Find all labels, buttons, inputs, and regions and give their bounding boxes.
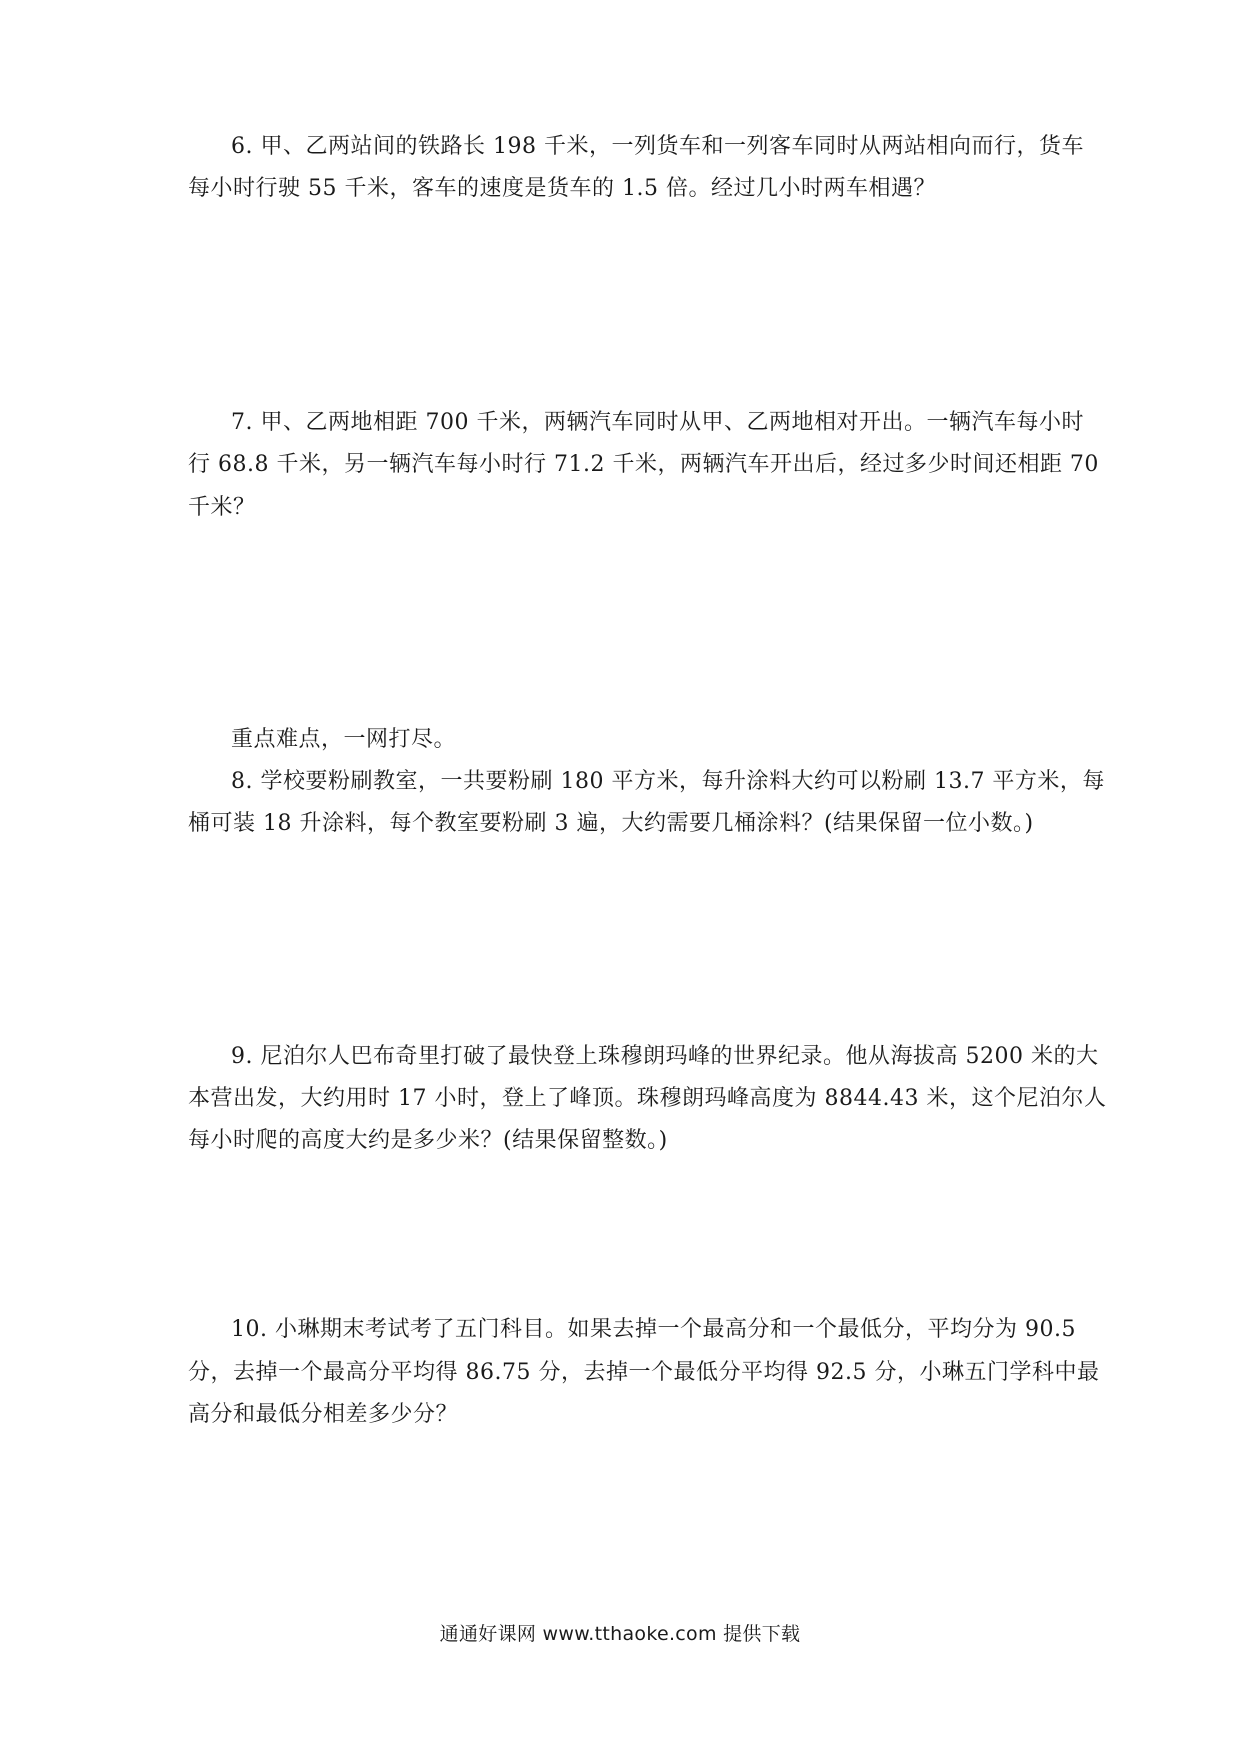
question-7-line-1: 7. 甲、乙两地相距 700 千米，两辆汽车同时从甲、乙两地相对开出。一辆汽车每小时 xyxy=(231,410,1084,435)
question-8-line-2: 桶可装 18 升涂料，每个教室要粉刷 3 遍，大约需要几桶涂料？(结果保留一位小数。) xyxy=(188,811,1034,836)
question-6-line-1: 6. 甲、乙两站间的铁路长 198 千米，一列货车和一列客车同时从两站相向而行，货车 xyxy=(231,134,1084,159)
question-8-line-1: 8. 学校要粉刷教室，一共要粉刷 180 平方米，每升涂料大约可以粉刷 13.7 平方米，每 xyxy=(231,769,1105,794)
question-10-line-2: 分，去掉一个最高分平均得 86.75 分，去掉一个最低分平均得 92.5 分，小琳五门学科中最 xyxy=(188,1360,1100,1385)
question-7-line-2: 行 68.8 千米，另一辆汽车每小时行 71.2 千米，两辆汽车开出后，经过多少时间还相距 70 xyxy=(188,452,1099,477)
question-10-line-3: 高分和最低分相差多少分？ xyxy=(188,1402,459,1427)
section-heading: 重点难点，一网打尽。 xyxy=(231,727,457,752)
question-7-line-3: 千米？ xyxy=(188,495,256,520)
question-9-line-2: 本营出发，大约用时 17 小时，登上了峰顶。珠穆朗玛峰高度为 8844.43 米，这个尼泊尔人 xyxy=(188,1086,1107,1111)
question-9-line-3: 每小时爬的高度大约是多少米？(结果保留整数。) xyxy=(188,1128,668,1153)
question-6-line-2: 每小时行驶 55 千米，客车的速度是货车的 1.5 倍。经过几小时两车相遇？ xyxy=(188,176,936,201)
question-10-line-1: 10. 小琳期末考试考了五门科目。如果去掉一个最高分和一个最低分，平均分为 90.5 xyxy=(231,1317,1076,1342)
question-9-line-1: 9. 尼泊尔人巴布奇里打破了最快登上珠穆朗玛峰的世界纪录。他从海拔高 5200 米的大 xyxy=(231,1044,1099,1069)
page-footer: 通通好课网 www.tthaoke.com 提供下载 xyxy=(439,1623,801,1645)
